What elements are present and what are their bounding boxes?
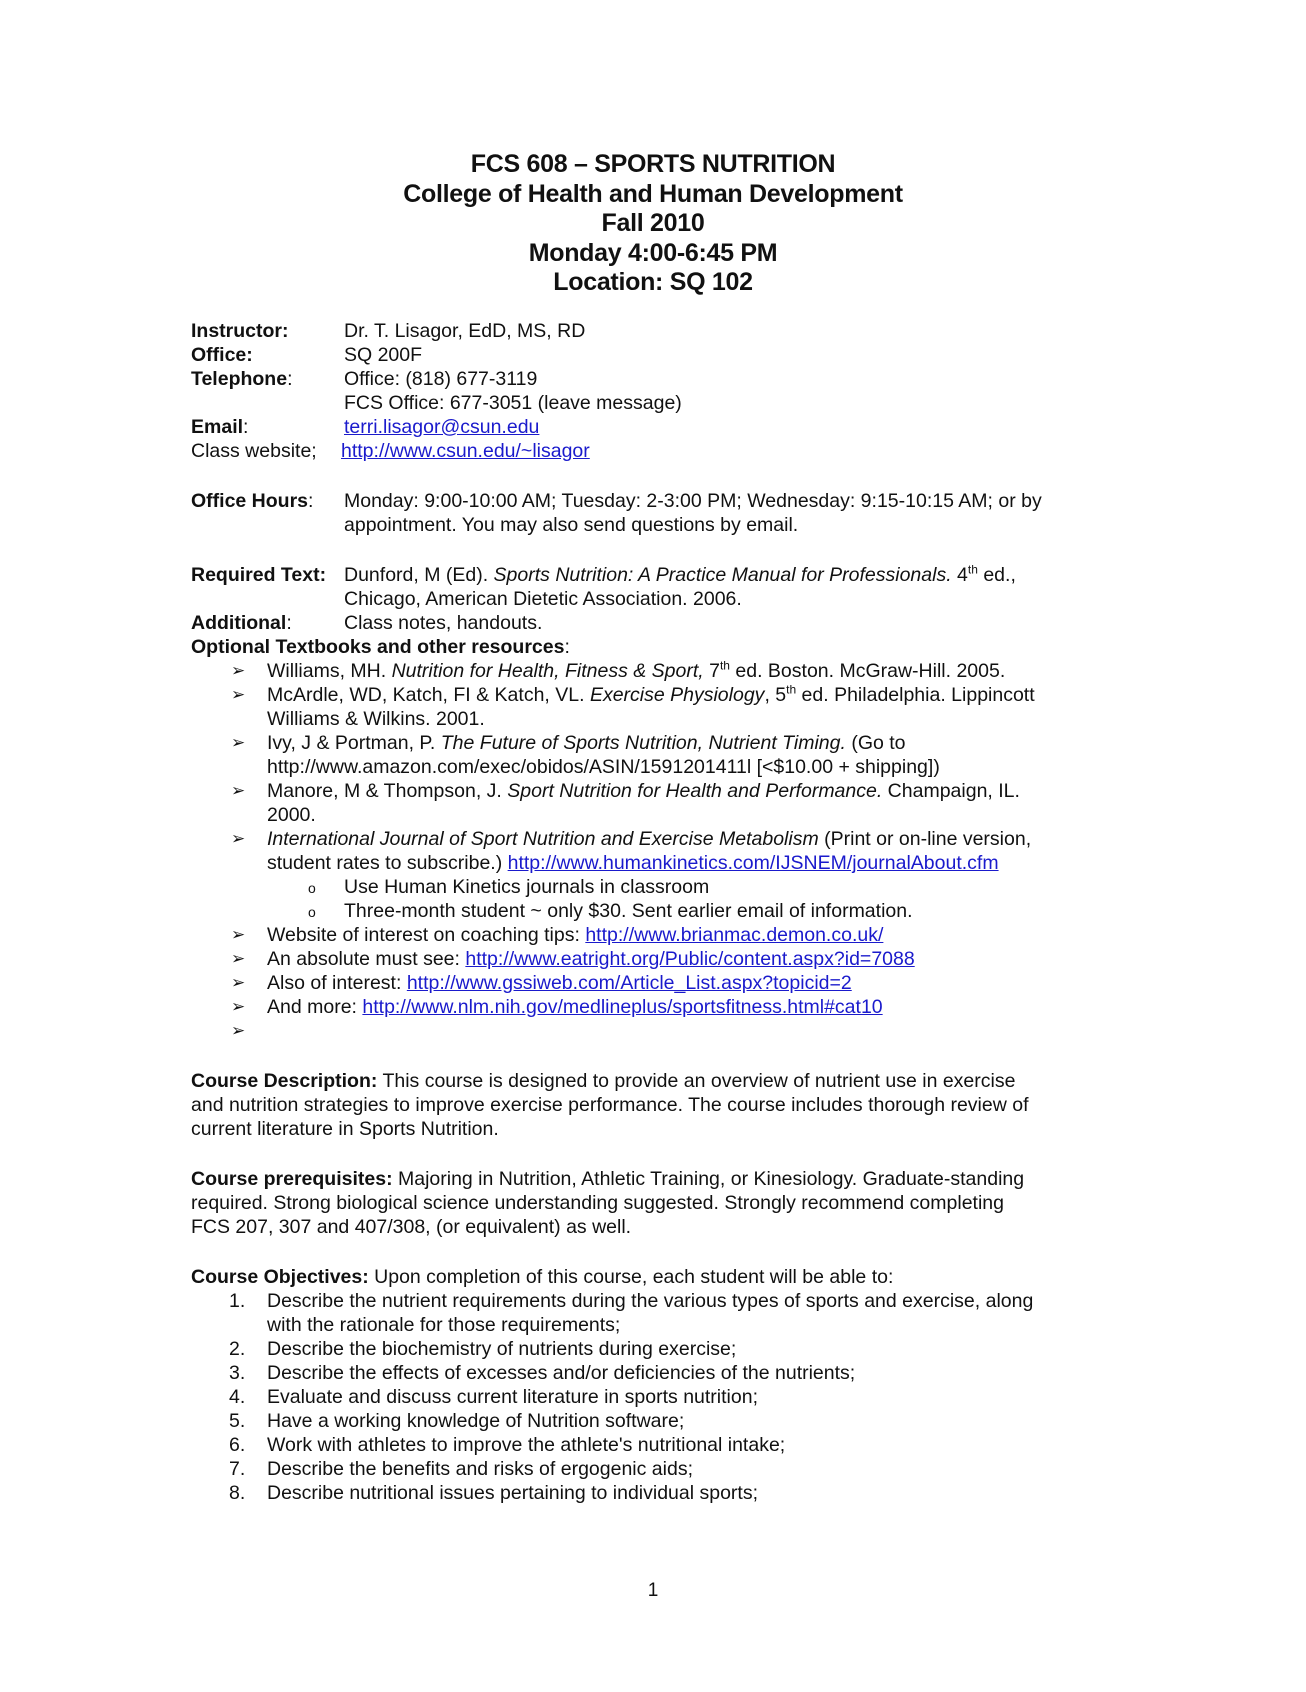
instructor-label: Instructor: [191, 320, 289, 342]
required-edition-post: ed., [977, 564, 1016, 586]
semester: Fall 2010 [601, 209, 705, 237]
course-objectives-label: Course Objectives: [191, 1266, 369, 1288]
office-row [191, 343, 1111, 367]
list-item: 1. Describe the nutrient requirements during the various types of sports and exercise, along with the rationale for those requirements; [229, 1290, 1034, 1336]
journal-sublist [191, 875, 1111, 923]
additional-value: Class notes, handouts. [344, 612, 543, 634]
optional-label: Optional Textbooks and other resources [191, 636, 565, 658]
telephone-label: Telephone [191, 368, 288, 390]
arrow-bullet-icon: ➢ [231, 949, 246, 968]
telephone-row-2 [191, 391, 1111, 415]
class-location: Location: SQ 102 [553, 268, 753, 296]
course-prerequisites-label: Course prerequisites: [191, 1168, 393, 1190]
telephone-colon: : [287, 368, 293, 390]
optional-heading [191, 635, 1111, 659]
arrow-bullet-icon: ➢ [231, 781, 246, 800]
medlineplus-link[interactable]: http://www.nlm.nih.gov/medlineplus/sportsfitness.html#cat10 [362, 996, 883, 1018]
resource-list-links [191, 923, 1111, 1043]
arrow-bullet-icon: ➢ [231, 661, 246, 680]
additional-label: Additional [191, 612, 287, 634]
list-item [191, 1019, 1111, 1043]
required-title: Sports Nutrition: A Practice Manual for Professionals. [493, 564, 952, 586]
arrow-bullet-icon: ➢ [231, 973, 246, 992]
list-item: ➢ Website of interest on coaching tips: http://www.brianmac.demon.co.uk/ [231, 924, 884, 946]
list-item: ➢ Ivy, J & Portman, P. The Future of Sports Nutrition, Nutrient Timing. (Go to http://www.amazon.com/exec/obidos/ASIN/1591201411l [<$10.00 + shipping]) [231, 732, 940, 778]
list-item: ➢ Williams, MH. Nutrition for Health, Fitness & Sport, 7th ed. Boston. McGraw-Hill. 2005. [231, 658, 1006, 682]
website-label: Class website; [191, 440, 317, 462]
instructor-name: Dr. T. Lisagor, EdD, MS, RD [344, 320, 586, 342]
class-time: Monday 4:00-6:45 PM [528, 238, 778, 267]
eatright-link[interactable]: http://www.eatright.org/Public/content.aspx?id=7088 [465, 948, 915, 970]
required-edition-sup: th [967, 562, 978, 577]
course-title: FCS 608 – SPORTS NUTRITION [470, 150, 836, 178]
arrow-bullet-icon: ➢ [231, 1021, 246, 1040]
list-item: 7. Describe the benefits and risks of ergogenic aids; [229, 1458, 693, 1480]
list-item: ➢ International Journal of Sport Nutrition and Exercise Metabolism (Print or on-line version, student rates to subscribe.) http://www.humankinetics.com/IJSNEM/journalAbout.cfm [231, 828, 1032, 874]
list-item: o Use Human Kinetics journals in classroom [308, 876, 710, 898]
page-number: 1 [647, 1580, 659, 1601]
arrow-bullet-icon: ➢ [231, 829, 246, 848]
list-item: ➢ Manore, M & Thompson, J. Sport Nutrition for Health and Performance. Champaign, IL. 2000. [231, 780, 1020, 826]
instructor-row [191, 319, 1111, 343]
email-link[interactable]: terri.lisagor@csun.edu [344, 416, 540, 438]
office-hours-line2: appointment. You may also send questions by email. [344, 514, 799, 536]
course-objectives: Course Objectives: Upon completion of this course, each student will be able to: [191, 1266, 894, 1288]
list-item: 3. Describe the effects of excesses and/or deficiencies of the nutrients; [229, 1362, 856, 1384]
telephone-office: Office: (818) 677-3119 [344, 368, 538, 390]
arrow-bullet-icon: ➢ [231, 733, 246, 752]
list-item: 8. Describe nutritional issues pertaining to individual sports; [229, 1482, 759, 1504]
additional-row [191, 611, 1111, 635]
email-label: Email [191, 416, 244, 438]
circle-bullet-icon: o [308, 880, 316, 896]
optional-colon: : [564, 636, 570, 658]
objectives-list [191, 1289, 1111, 1505]
journal-link[interactable]: http://www.humankinetics.com/IJSNEM/journalAbout.cfm [507, 852, 999, 874]
required-text-label: Required Text: [191, 564, 327, 586]
website-row [191, 439, 1111, 463]
arrow-bullet-icon: ➢ [231, 685, 246, 704]
course-description-label: Course Description: [191, 1070, 378, 1092]
resource-list [191, 659, 1111, 875]
email-row [191, 415, 1111, 439]
list-item: 5. Have a working knowledge of Nutrition software; [229, 1410, 685, 1432]
website-link[interactable]: http://www.csun.edu/~lisagor [341, 440, 590, 462]
list-item: 4. Evaluate and discuss current literature in sports nutrition; [229, 1386, 758, 1408]
syllabus-body [191, 319, 1111, 1505]
required-edition: 4 [951, 564, 968, 586]
course-prerequisites: Course prerequisites: Majoring in Nutrition, Athletic Training, or Kinesiology. Graduate-standing required. Strong biological science understanding suggested. Strongly recommend completing FCS 207, 307 and 407/308, (or equivalent) as well. [191, 1168, 1025, 1238]
email-colon: : [243, 416, 249, 438]
office-label: Office: [191, 344, 253, 366]
list-item: ➢ McArdle, WD, Katch, FI & Katch, VL. Exercise Physiology, 5th ed. Philadelphia. Lippincott Williams & Wilkins. 2001. [231, 682, 1035, 730]
required-author: Dunford, M (Ed). [344, 564, 494, 586]
required-text-row [191, 563, 1111, 611]
additional-colon: : [286, 612, 292, 634]
required-publisher: Chicago, American Dietetic Association. 2006. [344, 588, 742, 610]
college-name: College of Health and Human Development [403, 179, 903, 208]
list-item: o Three-month student ~ only $30. Sent earlier email of information. [308, 900, 913, 922]
list-item: ➢ Also of interest: http://www.gssiweb.com/Article_List.aspx?topicid=2 [231, 972, 852, 994]
office-hours-label: Office Hours [191, 490, 309, 512]
office-value: SQ 200F [344, 344, 423, 366]
list-item: 2. Describe the biochemistry of nutrients during exercise; [229, 1338, 737, 1360]
office-hours-row [191, 489, 1111, 537]
list-item: ➢ And more: http://www.nlm.nih.gov/medlineplus/sportsfitness.html#cat10 [231, 996, 883, 1018]
list-item: 6. Work with athletes to improve the athlete's nutritional intake; [229, 1434, 786, 1456]
list-item: ➢ An absolute must see: http://www.eatright.org/Public/content.aspx?id=7088 [231, 948, 915, 970]
office-hours-colon: : [308, 490, 314, 512]
arrow-bullet-icon: ➢ [231, 997, 246, 1016]
arrow-bullet-icon: ➢ [231, 925, 246, 944]
coaching-tips-link[interactable]: http://www.brianmac.demon.co.uk/ [585, 924, 884, 946]
office-hours-line1: Monday: 9:00-10:00 AM; Tuesday: 2-3:00 PM; Wednesday: 9:15-10:15 AM; or by [344, 490, 1042, 512]
gssiweb-link[interactable]: http://www.gssiweb.com/Article_List.aspx?topicid=2 [406, 972, 852, 994]
circle-bullet-icon: o [308, 904, 316, 920]
document-header [0, 150, 1306, 298]
course-description: Course Description: This course is designed to provide an overview of nutrient use in exercise and nutrition strategies to improve exercise performance. The course includes thorough review of current literature in Sports Nutrition. [191, 1070, 1029, 1140]
telephone-row [191, 367, 1111, 391]
telephone-fcs-office: FCS Office: 677-3051 (leave message) [344, 392, 682, 414]
